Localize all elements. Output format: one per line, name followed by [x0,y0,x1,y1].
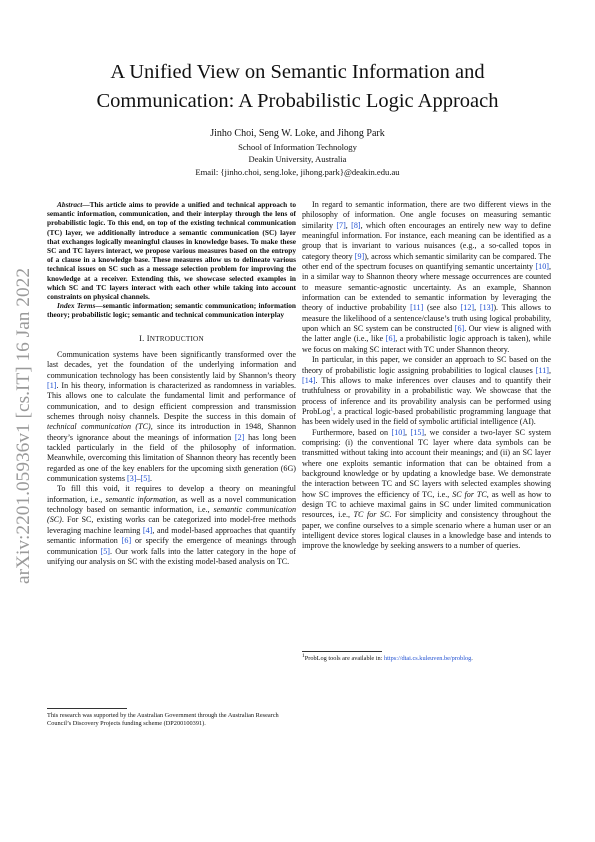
citation-link[interactable]: [10] [391,427,406,437]
text-run: ). This allows to measure the likelihood of a sentence/clause’s truth using logical probability, upon which an SC system can be constructed [302,303,552,334]
intro-paragraph-2 [47,484,296,567]
text-run: . In his theory, information is characterized as randomness in variables. This allows one to calculate the fundamental limit and performance of communication, and to design efficient compression and transmission schemes through noisy channels. Despite the success in this domain of [47,381,296,422]
citation-link[interactable]: [6] [385,334,396,344]
problog-url-link[interactable]: https://dtai.cs.kuleuven.be/problog [383,655,472,662]
citation-link[interactable]: [11] [535,365,549,375]
text-run: ), across which semantic similarity can be compared. The other end of the spectrum focuses on quantifying semantic uncertainty [302,251,551,272]
citation-link[interactable]: [12] [460,303,475,313]
text-run: . For SC, existing works can be categorized into model-free methods leveraging machine learning [47,515,296,535]
citation-link[interactable]: [6] [121,536,132,546]
citation-link[interactable]: [14] [302,375,316,385]
text-run: , as well as a novel communication technology based on semantic information, i.e., [47,494,296,515]
text-run: , and model-based approaches that quantify semantic information [47,525,296,546]
emphasis-text: semantic information [105,494,176,504]
text-run: , [345,220,352,230]
author-email: Email: {jinho.choi, seng.loke, jihong.park}@deakin.edu.au [195,167,400,177]
text-run: , which often encourages an entirely new way to define meaningful information. For instance, each meaning can be identified as a group that is invariant to various nuisances (e.g., a so-called topos in category theory [302,220,552,261]
text-run: . For simplicity and consistency throughout the paper, we confine ourselves to a simple scenario where a human user or an intelligent device stores logical clauses in a knowledge base and intends to improve the knowledge by seeking answers to a number of queries. [302,510,552,551]
citation-link[interactable]: [15] [410,427,425,437]
citation-link[interactable]: [1] [47,381,57,391]
funding-footnote: This research was supported by the Australian Government through the Australian Research Council’s Discovery Projects funding scheme (DP200100391). [47,712,279,728]
citation-link[interactable]: [4] [142,525,153,535]
abstract-label: Abstract [57,200,83,209]
affiliation-school: School of Information Technology [238,142,357,152]
arxiv-stamp [6,268,36,586]
text-run: . Our view is aligned with the latter angle (i.e., like [302,324,551,344]
citation-link[interactable]: [9] [354,251,365,261]
affiliation-university: Deakin University, Australia [248,154,347,164]
section-title-rest: NTRODUCTION [149,334,204,343]
footnote-number: 1 [302,652,305,659]
paper-title [40,58,555,116]
emphasis-text: TC for SC [353,510,390,520]
right-paragraph-2 [302,355,551,427]
right-paragraph-1 [302,200,551,355]
emphasis-text: technical communication (TC) [47,422,151,432]
text-run: , a probabilistic logic approach is taken), while we focus on making SC interact with TC under Shannon theory. [302,334,551,354]
left-column [47,200,296,567]
section-number: I. [139,333,147,343]
footnote-text: ProbLog tools are available in: [304,655,384,662]
index-terms-label: Index Terms [57,301,96,311]
index-terms-body: —semantic information; semantic communication; information theory; probabilistic logic; semantic and technical communication interplay [47,301,296,320]
text-run: , as well as how to design TC to achieve maximal gains in SC under limited communication resources, i.e., [302,489,552,520]
title-line-2: Communication: A Probabilistic Logic Approach [96,90,499,112]
text-run: In particular, in this paper, we consider an approach to SC based on the theory of probabilistic logic assigning probabilities to logical clauses [302,355,551,375]
text-run: (see also [423,303,461,313]
text-run: , a practical logic-based probabilistic programming language that has been widely used in the field of symbolic artificial intelligence (AI). [302,406,551,427]
citation-link[interactable]: [10] [535,262,549,272]
text-run: has long been tackled particularly in the field of the philosophy of information. Meanwhile, overcoming this limitation of Shannon theory has recently been regarded as one of the key enablers for the upcoming sixth generation (6G) communication systems [47,432,296,484]
citation-link[interactable]: [3] [127,474,137,484]
footnote-divider [302,651,382,652]
citation-link[interactable]: [5] [100,546,110,556]
text-run: Communication systems have been significantly transformed over the last decades, yet the foundation of the underlying information and communication technology has been consistently laid by Shannon’s theory [47,349,296,380]
abstract [47,200,296,301]
author-list: Jinho Choi, Seng W. Loke, and Jihong Park [210,128,385,139]
footnote-end: . [471,655,473,662]
right-paragraph-3 [302,428,551,552]
citation-link[interactable]: [11] [410,303,424,313]
problog-footnote [302,652,551,663]
text-run: . This allows to make inferences over clauses and to quantify their truthfulness or provability in a probabilistic way. We showcase that the process of inference and its provability analysis can be performed using ProbLog [302,375,551,416]
citation-link[interactable]: [2] [234,432,245,442]
section-heading-introduction [47,334,296,344]
text-run: – [136,474,141,484]
text-run: , we consider a two-layer SC system comprising: (i) the conventional TC layer where data symbols can be transmitted without taking into account their meanings; and (ii) an SC layer where one exploits semantic information that can be obtained from a background knowledge or by updating a knowledge base. We demonstrate the interaction between TC and SC layers with selected examples showing how SC improves the efficiency of TC, i.e., [302,427,552,499]
text-run: , since its introduction in 1948, Shannon theory’s ignorance about the meanings of information [47,422,296,442]
abstract-body: —This article aims to provide a unified and technical approach to semantic information, communication, and their interplay through the lens of probabilistic logic. To this end, on top of the existing technical communication (TC) layer, we additionally introduce a semantic communication (SC) layer that exchanges logically meaningful clauses in knowledge bases. To make these SC and TC layers interact, we propose various measures based on the entropy of a clause in a knowledge base. These measures allow us to delineate various technical issues on SC such as a message selection problem for improving the knowledge at a receiver. Extending this, we showcase selected examples in which SC and TC layers interact with each other while taking into account constraints on physical channels. [47,200,296,302]
citation-link[interactable]: [7] [336,220,346,230]
text-run: . Our work falls into the latter category in the hope of unifying our analysis on SC with the existing model-based analysis on TC. [47,546,296,566]
text-run: , [548,365,551,375]
text-run: To fill this void, it requires to develop a theory on meaningful information, i.e., [47,484,296,504]
right-column [302,200,551,552]
text-run: , [474,303,480,313]
arxiv-stamp-text: arXiv:2201.05936v1 [cs.IT] 16 Jan 2022 [13,273,34,584]
emphasis-text: SC for TC [452,489,487,499]
citation-link[interactable]: [6] [454,324,465,334]
title-line-1: A Unified View on Semantic Information and [110,61,485,83]
footnote-marker-link[interactable]: 1 [330,406,334,413]
footnote-divider [47,708,127,709]
intro-paragraph-1 [47,350,296,484]
citation-link[interactable]: [8] [351,220,361,230]
citation-link[interactable]: [5] [140,474,150,484]
section-title-initial: I [146,333,150,343]
text-run: or specify the emergence of meanings through communication [47,536,296,556]
citation-link[interactable]: [13] [479,303,494,313]
text-run: , in a similar way to Shannon theory where message occurrences are counted to measure semantic-agnostic uncertainty. As an example, Shannon information can be extended to semantic information by leveraging the theory of inductive probability [302,262,551,313]
text-run: In regard to semantic information, there are two different views in the philosophy of information. One angle focuses on measuring semantic similarity [302,200,551,230]
text-run: Furthermore, based on [312,427,392,437]
text-run: , [405,427,411,437]
index-terms [47,301,296,319]
text-run: . [149,474,152,484]
emphasis-text: semantic communication (SC) [47,505,296,525]
